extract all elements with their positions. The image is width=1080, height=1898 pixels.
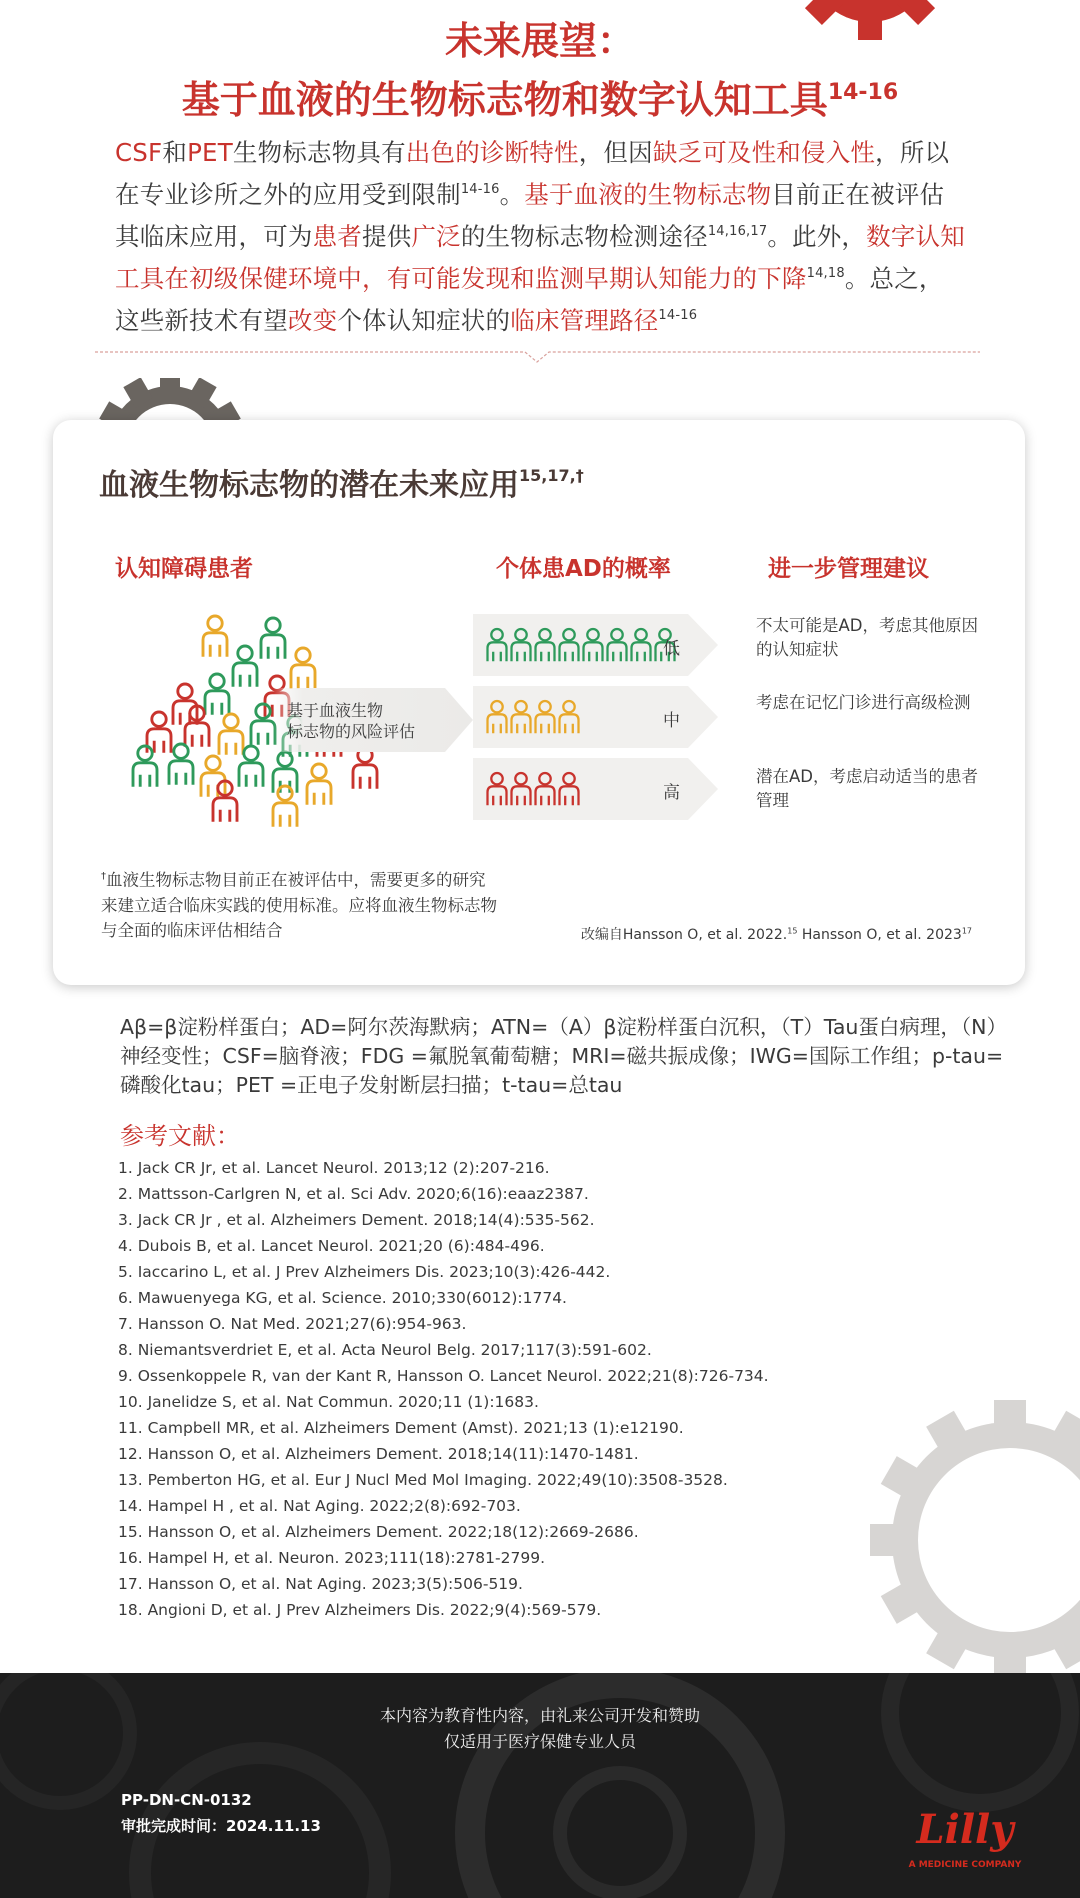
intro-seg: ，所以在专业诊所之外的应用受到限制 [115, 138, 950, 209]
footer-notice [0, 1703, 1080, 1755]
intro-citation: 14-16 [658, 308, 698, 323]
intro-seg: 。此外， [767, 222, 867, 251]
person-icon [219, 714, 243, 755]
person-icon [307, 764, 331, 805]
reference-item: 14. Hampel H , et al. Nat Aging. 2022;2(8):692-703. [118, 1497, 521, 1515]
source-b: Hansson O, et al. 2023 [797, 927, 962, 943]
footnote-text: 血液生物标志物目前正在被评估中，需要更多的研究来建立适合临床实践的使用标准。应将血液生物标志物与全面的临床评估相结合 [101, 870, 497, 940]
lilly-logo [905, 1791, 1025, 1881]
reference-item: 17. Hansson O, et al. Nat Aging. 2023;3(5):506-519. [118, 1575, 523, 1593]
document-code: PP-DN-CN-0132 [121, 1791, 252, 1809]
person-icon [201, 756, 225, 797]
intro-seg: ，但因 [578, 138, 653, 167]
footer [0, 1673, 1080, 1898]
reference-item: 18. Angioni D, et al. J Prev Alzheimers Dis. 2022;9(4):569-579. [118, 1601, 602, 1619]
source-a: 改编自Hansson O, et al. 2022. [580, 927, 788, 943]
intro-seg: 。 [499, 180, 525, 209]
intro-seg: 生物标志物具有 [232, 138, 406, 167]
intro-seg: 个体认知症状的 [337, 306, 511, 335]
person-icon [169, 744, 193, 785]
footer-notice-line1: 本内容为教育性内容，由礼来公司开发和赞助 [379, 1706, 700, 1725]
column-header-patients: 认知障碍患者 [115, 556, 253, 582]
intro-seg: 和 [162, 138, 188, 167]
reference-item: 4. Dubois B, et al. Lancet Neurol. 2021;20 (6):484-496. [118, 1237, 545, 1255]
reference-item: 1. Jack CR Jr, et al. Lancet Neurol. 2013;12 (2):207-216. [118, 1159, 550, 1177]
probability-low-row [473, 614, 718, 676]
assessment-label [287, 700, 447, 742]
page-title [0, 16, 1080, 127]
reference-item: 12. Hansson O, et al. Alzheimers Dement. 2018;14(11):1470-1481. [118, 1445, 639, 1463]
assessment-label-line2: 标志物的风险评估 [287, 722, 416, 741]
intro-citation: 14,16,17 [707, 224, 768, 239]
title-superscript: 14-16 [827, 80, 899, 105]
reference-item: 13. Pemberton HG, et al. Eur J Nucl Med Mol Imaging. 2022;49(10):3508-3528. [118, 1471, 728, 1489]
source-b-sup: 17 [961, 926, 972, 936]
person-icon [239, 746, 263, 787]
intro-seg: 的生物标志物检测途径 [460, 222, 708, 251]
intro-seg: 临床管理路径 [510, 306, 659, 335]
abbreviations-text: Aβ=β淀粉样蛋白；AD=阿尔茨海默病；ATN=（A）β淀粉样蛋白沉积，（T）Tau蛋白病理，（N）神经变性；CSF=脑脊液；FDG =氟脱氧葡萄糖；MRI=磁共振成像；IWG=国际工作组；p-tau=磷酸化tau；PET =正电子发射断层扫描；t-tau=总tau [120, 1015, 1007, 1097]
person-icon [291, 648, 315, 689]
probability-medium-label: 中 [663, 711, 680, 731]
card-footnote [101, 864, 501, 943]
source-citation [581, 924, 972, 944]
title-line2 [0, 66, 1080, 127]
reference-item: 10. Janelidze S, et al. Nat Commun. 2020;11 (1):1683. [118, 1393, 539, 1411]
intro-seg: 出色的诊断特性 [405, 138, 579, 167]
intro-seg: 数字认知工具在初级保健环境中，有可能发现和监测早期认知能力的下降 [115, 222, 965, 293]
lilly-logo-tagline: A MEDICINE COMPANY [908, 1860, 1022, 1870]
probability-medium-row [473, 686, 718, 748]
source-a-sup: 15 [787, 926, 798, 936]
intro-seg: 。总之，这些新技术有望 [115, 264, 944, 335]
reference-item: 2. Mattsson-Carlgren N, et al. Sci Adv. 2020;6(16):eaaz2387. [118, 1185, 589, 1203]
approval-date: 审批完成时间：2024.11.13 [121, 1817, 321, 1835]
card-title [99, 460, 584, 504]
intro-seg: 基于血液的生物标志物 [524, 180, 772, 209]
reference-item: 7. Hansson O. Nat Med. 2021;27(6):954-963. [118, 1315, 467, 1333]
column-header-recommendations: 进一步管理建议 [768, 556, 929, 582]
person-icon [133, 746, 157, 787]
reference-item: 11. Campbell MR, et al. Alzheimers Dement (Amst). 2021;13 (1):e12190. [118, 1419, 684, 1437]
probability-low-label: 低 [663, 639, 680, 659]
lilly-logo-text: Lilly [916, 1806, 1014, 1853]
reference-item: 16. Hampel H, et al. Neuron. 2023;111(18):2781-2799. [118, 1549, 545, 1567]
recommendation-medium: 考虑在记忆门诊进行高级检测 [756, 693, 971, 712]
intro-citation: 14,18 [806, 266, 845, 281]
recommendation-high: 潜在AD，考虑启动适当的患者管理 [756, 767, 978, 810]
reference-item: 3. Jack CR Jr , et al. Alzheimers Dement. 2018;14(4):535-562. [118, 1211, 595, 1229]
section-divider [95, 350, 980, 366]
footnote-mark: † [101, 871, 106, 882]
intro-seg: 改变 [287, 306, 338, 335]
reference-item: 6. Mawuenyega KG, et al. Science. 2010;330(6012):1774. [118, 1289, 567, 1307]
intro-paragraph [115, 134, 965, 339]
intro-seg: 患者 [312, 222, 363, 251]
column-header-probability: 个体患AD的概率 [496, 556, 671, 582]
title-line2-text: 基于血液的生物标志物和数字认知工具 [181, 78, 828, 122]
reference-item: 9. Ossenkoppele R, van der Kant R, Hansson O. Lancet Neurol. 2022;21(8):726-734. [118, 1367, 769, 1385]
intro-seg: PET [187, 138, 233, 167]
person-icon [251, 704, 275, 745]
references-list [118, 1155, 918, 1623]
person-icon [261, 618, 285, 659]
future-applications-card [53, 420, 1025, 985]
reference-item: 8. Niemantsverdriet E, et al. Acta Neurol Belg. 2017;117(3):591-602. [118, 1341, 652, 1359]
document-code-block [121, 1787, 321, 1839]
probability-high-row [473, 758, 718, 820]
intro-seg: 缺乏可及性和侵入性 [652, 138, 876, 167]
card-title-superscript: 15,17,† [519, 466, 584, 485]
footer-notice-line2: 仅适用于医疗保健专业人员 [443, 1732, 636, 1751]
references-title: 参考文献： [120, 1122, 240, 1150]
intro-seg: 目前正在被评估其临床应用，可为 [115, 180, 945, 251]
recommendation-low: 不太可能是AD，考虑其他原因的认知症状 [756, 616, 978, 659]
title-line1: 未来展望： [444, 19, 635, 63]
probability-high-label: 高 [663, 783, 680, 803]
intro-citation: 14-16 [460, 182, 500, 197]
card-title-text: 血液生物标志物的潜在未来应用 [99, 468, 519, 503]
person-icon [203, 616, 227, 657]
intro-seg: 提供 [362, 222, 412, 251]
person-icon [205, 674, 229, 715]
person-icon [353, 748, 377, 789]
reference-item: 15. Hansson O, et al. Alzheimers Dement. 2022;18(12):2669-2686. [118, 1523, 639, 1541]
person-icon [273, 786, 297, 827]
reference-item: 5. Iaccarino L, et al. J Prev Alzheimers Dis. 2023;10(3):426-442. [118, 1263, 611, 1281]
intro-seg: CSF [115, 138, 163, 167]
intro-seg: 广泛 [411, 222, 461, 251]
assessment-label-line1: 基于血液生物 [287, 701, 384, 720]
person-icon [233, 646, 257, 687]
